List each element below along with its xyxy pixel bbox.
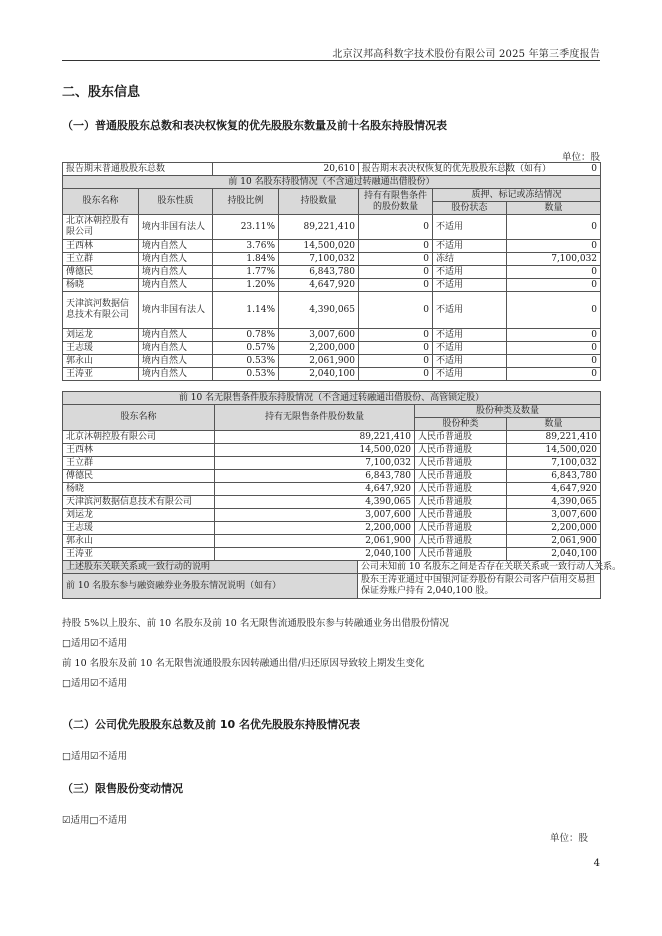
share-count: 2,061,900 bbox=[279, 355, 359, 368]
total-shareholders-label: 报告期末普通股股东总数 bbox=[63, 163, 213, 176]
pledge-qty: 0 bbox=[507, 329, 601, 342]
pledge-qty: 0 bbox=[507, 266, 601, 279]
table-row bbox=[63, 253, 601, 266]
share-qty: 89,221,410 bbox=[507, 431, 601, 444]
top10-shareholders-table bbox=[62, 162, 601, 381]
table-row bbox=[63, 266, 601, 279]
shareholder-name: 傅德民 bbox=[63, 266, 139, 279]
subsection-title-3: （三）限售股份变动情况 bbox=[62, 782, 183, 795]
shareholder-nature: 境内自然人 bbox=[139, 329, 213, 342]
unrestricted-shares: 14,500,020 bbox=[215, 444, 415, 457]
col-header-restricted: 持有有限售条件的股份数量 bbox=[359, 189, 433, 215]
share-count: 7,100,032 bbox=[279, 253, 359, 266]
restricted-shares: 0 bbox=[359, 342, 433, 355]
share-count: 4,390,065 bbox=[279, 292, 359, 329]
col-header-kind: 股份种类 bbox=[415, 418, 507, 431]
unrestricted-shares: 3,007,600 bbox=[215, 509, 415, 522]
share-status: 冻结 bbox=[433, 253, 507, 266]
preferred-shareholders-value: 0 bbox=[507, 163, 601, 176]
share-qty: 14,500,020 bbox=[507, 444, 601, 457]
col-header-status: 股份状态 bbox=[433, 202, 507, 215]
share-kind: 人民币普通股 bbox=[415, 548, 507, 561]
shareholder-name: 傅德民 bbox=[63, 470, 215, 483]
shareholder-name: 天津滨河数据信息技术有限公司 bbox=[63, 496, 215, 509]
table-row bbox=[63, 342, 601, 355]
unit-label: 单位：股 bbox=[561, 152, 600, 163]
unrestricted-shareholders-table bbox=[62, 391, 622, 599]
share-status: 不适用 bbox=[433, 215, 507, 240]
pledge-qty: 0 bbox=[507, 215, 601, 240]
share-status: 不适用 bbox=[433, 342, 507, 355]
shareholder-nature: 境内自然人 bbox=[139, 355, 213, 368]
table-row bbox=[63, 355, 601, 368]
related-party-label: 上述股东关联关系或一致行动的说明 bbox=[63, 561, 358, 574]
page-number: 4 bbox=[593, 858, 600, 869]
restricted-shares: 0 bbox=[359, 329, 433, 342]
table-row bbox=[63, 368, 601, 381]
share-status: 不适用 bbox=[433, 266, 507, 279]
pledge-qty: 0 bbox=[507, 368, 601, 381]
share-status: 不适用 bbox=[433, 329, 507, 342]
unrestricted-shares: 4,647,920 bbox=[215, 483, 415, 496]
share-kind: 人民币普通股 bbox=[415, 496, 507, 509]
shareholder-name: 王志瑗 bbox=[63, 522, 215, 535]
unrestricted-shares: 2,061,900 bbox=[215, 535, 415, 548]
share-qty: 2,200,000 bbox=[507, 522, 601, 535]
shareholder-nature: 境内自然人 bbox=[139, 368, 213, 381]
share-count: 4,647,920 bbox=[279, 279, 359, 292]
unrestricted-shares: 2,040,100 bbox=[215, 548, 415, 561]
share-kind: 人民币普通股 bbox=[415, 535, 507, 548]
related-party-value: 公司未知前 10 名股东之间是否存在关联关系或一致行动人关系。 bbox=[358, 561, 601, 574]
preferred-applicability: □适用☑不适用 bbox=[62, 751, 127, 762]
table-row bbox=[63, 329, 601, 342]
shareholding-ratio: 0.57% bbox=[213, 342, 279, 355]
share-qty: 6,843,780 bbox=[507, 470, 601, 483]
shareholder-nature: 境内非国有法人 bbox=[139, 215, 213, 240]
shareholder-name: 刘运龙 bbox=[63, 509, 215, 522]
unrestricted-shares: 89,221,410 bbox=[215, 431, 415, 444]
shareholding-ratio: 1.14% bbox=[213, 292, 279, 329]
pledge-qty: 0 bbox=[507, 240, 601, 253]
share-kind: 人民币普通股 bbox=[415, 457, 507, 470]
share-kind: 人民币普通股 bbox=[415, 522, 507, 535]
table-row bbox=[63, 548, 601, 561]
col-header-qty: 数量 bbox=[507, 418, 601, 431]
page-header: 北京汉邦高科数字技术股份有限公司 2025 年第三季度报告 bbox=[332, 49, 600, 60]
shareholder-name: 王西林 bbox=[63, 240, 139, 253]
shareholding-ratio: 1.84% bbox=[213, 253, 279, 266]
shareholding-ratio: 1.20% bbox=[213, 279, 279, 292]
shareholder-name: 杨晓 bbox=[63, 279, 139, 292]
table-row bbox=[63, 444, 601, 457]
share-qty: 3,007,600 bbox=[507, 509, 601, 522]
share-kind: 人民币普通股 bbox=[415, 431, 507, 444]
top10-title: 前 10 名股东持股情况（不含通过转融通出借股份） bbox=[63, 176, 601, 189]
shareholder-name: 王志瑗 bbox=[63, 342, 139, 355]
unit-label-2: 单位：股 bbox=[549, 833, 588, 844]
shareholder-name: 刘运龙 bbox=[63, 329, 139, 342]
shareholder-name: 王立群 bbox=[63, 253, 139, 266]
share-qty: 7,100,032 bbox=[507, 457, 601, 470]
shareholder-name: 郭永山 bbox=[63, 355, 139, 368]
share-kind: 人民币普通股 bbox=[415, 509, 507, 522]
shareholding-ratio: 0.53% bbox=[213, 355, 279, 368]
change-applicability: □适用☑不适用 bbox=[62, 678, 127, 689]
share-qty: 2,040,100 bbox=[507, 548, 601, 561]
shareholder-name: 王立群 bbox=[63, 457, 215, 470]
shareholder-name: 郭永山 bbox=[63, 535, 215, 548]
share-status: 不适用 bbox=[433, 279, 507, 292]
table-row bbox=[63, 279, 601, 292]
shareholder-nature: 境内自然人 bbox=[139, 342, 213, 355]
shareholding-ratio: 1.77% bbox=[213, 266, 279, 279]
restricted-shares: 0 bbox=[359, 292, 433, 329]
shareholder-nature: 境内自然人 bbox=[139, 266, 213, 279]
share-qty: 4,647,920 bbox=[507, 483, 601, 496]
shareholder-name: 王涛亚 bbox=[63, 368, 139, 381]
lending-paragraph: 持股 5%以上股东、前 10 名股东及前 10 名无限售流通股股东参与转融通业务出借股份情况 bbox=[62, 618, 449, 629]
restricted-applicability: ☑适用□不适用 bbox=[62, 815, 127, 826]
share-count: 2,200,000 bbox=[279, 342, 359, 355]
restricted-shares: 0 bbox=[359, 279, 433, 292]
shareholder-name: 北京沐朝控股有限公司 bbox=[63, 431, 215, 444]
share-count: 2,040,100 bbox=[279, 368, 359, 381]
shareholder-name: 王涛亚 bbox=[63, 548, 215, 561]
pledge-qty: 7,100,032 bbox=[507, 253, 601, 266]
section-title: 二、股东信息 bbox=[62, 85, 141, 100]
col-header-nature: 股东性质 bbox=[139, 189, 213, 215]
shareholder-name: 杨晓 bbox=[63, 483, 215, 496]
shareholder-name: 天津滨河数据信息技术有限公司 bbox=[63, 292, 139, 329]
shareholding-ratio: 3.76% bbox=[213, 240, 279, 253]
share-status: 不适用 bbox=[433, 355, 507, 368]
col-header-qty: 数量 bbox=[507, 202, 601, 215]
shareholding-ratio: 23.11% bbox=[213, 215, 279, 240]
pledge-qty: 0 bbox=[507, 342, 601, 355]
col-header-unrestricted-shares: 持有无限售条件股份数量 bbox=[215, 405, 415, 431]
table-row bbox=[63, 240, 601, 253]
shareholder-nature: 境内自然人 bbox=[139, 253, 213, 266]
share-count: 3,007,600 bbox=[279, 329, 359, 342]
share-count: 89,221,410 bbox=[279, 215, 359, 240]
table-row bbox=[63, 457, 601, 470]
total-shareholders-value: 20,610 bbox=[213, 163, 359, 176]
shareholder-nature: 境内非国有法人 bbox=[139, 292, 213, 329]
table-row bbox=[63, 509, 601, 522]
share-kind: 人民币普通股 bbox=[415, 444, 507, 457]
share-status: 不适用 bbox=[433, 240, 507, 253]
col-header-ratio: 持股比例 bbox=[213, 189, 279, 215]
share-count: 6,843,780 bbox=[279, 266, 359, 279]
shareholder-name: 北京沐朝控股有限公司 bbox=[63, 215, 139, 240]
unrestricted-shares: 7,100,032 bbox=[215, 457, 415, 470]
pledge-qty: 0 bbox=[507, 355, 601, 368]
table-row bbox=[63, 431, 601, 444]
table-row bbox=[63, 535, 601, 548]
unrestricted-shares: 2,200,000 bbox=[215, 522, 415, 535]
share-status: 不适用 bbox=[433, 292, 507, 329]
change-paragraph: 前 10 名股东及前 10 名无限售流通股股东因转融通出借/归还原因导致较上期发生变化 bbox=[62, 658, 425, 669]
unrestricted-shares: 4,390,065 bbox=[215, 496, 415, 509]
lending-applicability: □适用☑不适用 bbox=[62, 638, 127, 649]
share-count: 14,500,020 bbox=[279, 240, 359, 253]
restricted-shares: 0 bbox=[359, 355, 433, 368]
shareholding-ratio: 0.78% bbox=[213, 329, 279, 342]
table-row bbox=[63, 470, 601, 483]
pledge-qty: 0 bbox=[507, 279, 601, 292]
table-row bbox=[63, 215, 601, 240]
col-header-kind-group: 股份种类及数量 bbox=[415, 405, 601, 418]
shareholder-nature: 境内自然人 bbox=[139, 279, 213, 292]
share-qty: 2,061,900 bbox=[507, 535, 601, 548]
unrestricted-shares: 6,843,780 bbox=[215, 470, 415, 483]
preferred-shareholders-label: 报告期末表决权恢复的优先股股东总数（如有） bbox=[359, 163, 507, 176]
table-row bbox=[63, 483, 601, 496]
col-header-name: 股东名称 bbox=[63, 405, 215, 431]
shareholder-nature: 境内自然人 bbox=[139, 240, 213, 253]
header-rule bbox=[62, 60, 600, 61]
pledge-qty: 0 bbox=[507, 292, 601, 329]
restricted-shares: 0 bbox=[359, 215, 433, 240]
shareholder-name: 王西林 bbox=[63, 444, 215, 457]
table-row bbox=[63, 292, 601, 329]
restricted-shares: 0 bbox=[359, 368, 433, 381]
share-status: 不适用 bbox=[433, 368, 507, 381]
restricted-shares: 0 bbox=[359, 266, 433, 279]
col-header-shares: 持股数量 bbox=[279, 189, 359, 215]
restricted-shares: 0 bbox=[359, 240, 433, 253]
share-qty: 4,390,065 bbox=[507, 496, 601, 509]
share-kind: 人民币普通股 bbox=[415, 483, 507, 496]
restricted-shares: 0 bbox=[359, 253, 433, 266]
subsection-title-1: （一）普通股股东总数和表决权恢复的优先股股东数量及前十名股东持股情况表 bbox=[62, 119, 447, 132]
share-kind: 人民币普通股 bbox=[415, 470, 507, 483]
shareholding-ratio: 0.53% bbox=[213, 368, 279, 381]
margin-trading-value: 股东王涛亚通过中国银河证券股份有限公司客户信用交易担保证券账户持有 2,040,100 股。 bbox=[358, 574, 601, 599]
col-header-name: 股东名称 bbox=[63, 189, 139, 215]
table-row bbox=[63, 522, 601, 535]
col-header-pledge: 质押、标记或冻结情况 bbox=[433, 189, 601, 202]
subsection-title-2: （二）公司优先股股东总数及前 10 名优先股股东持股情况表 bbox=[62, 718, 360, 731]
table-row bbox=[63, 496, 601, 509]
margin-trading-label: 前 10 名股东参与融资融券业务股东情况说明（如有） bbox=[63, 574, 358, 599]
unrestricted-title: 前 10 名无限售条件股东持股情况（不含通过转融通出借股份、高管锁定股） bbox=[63, 392, 601, 405]
